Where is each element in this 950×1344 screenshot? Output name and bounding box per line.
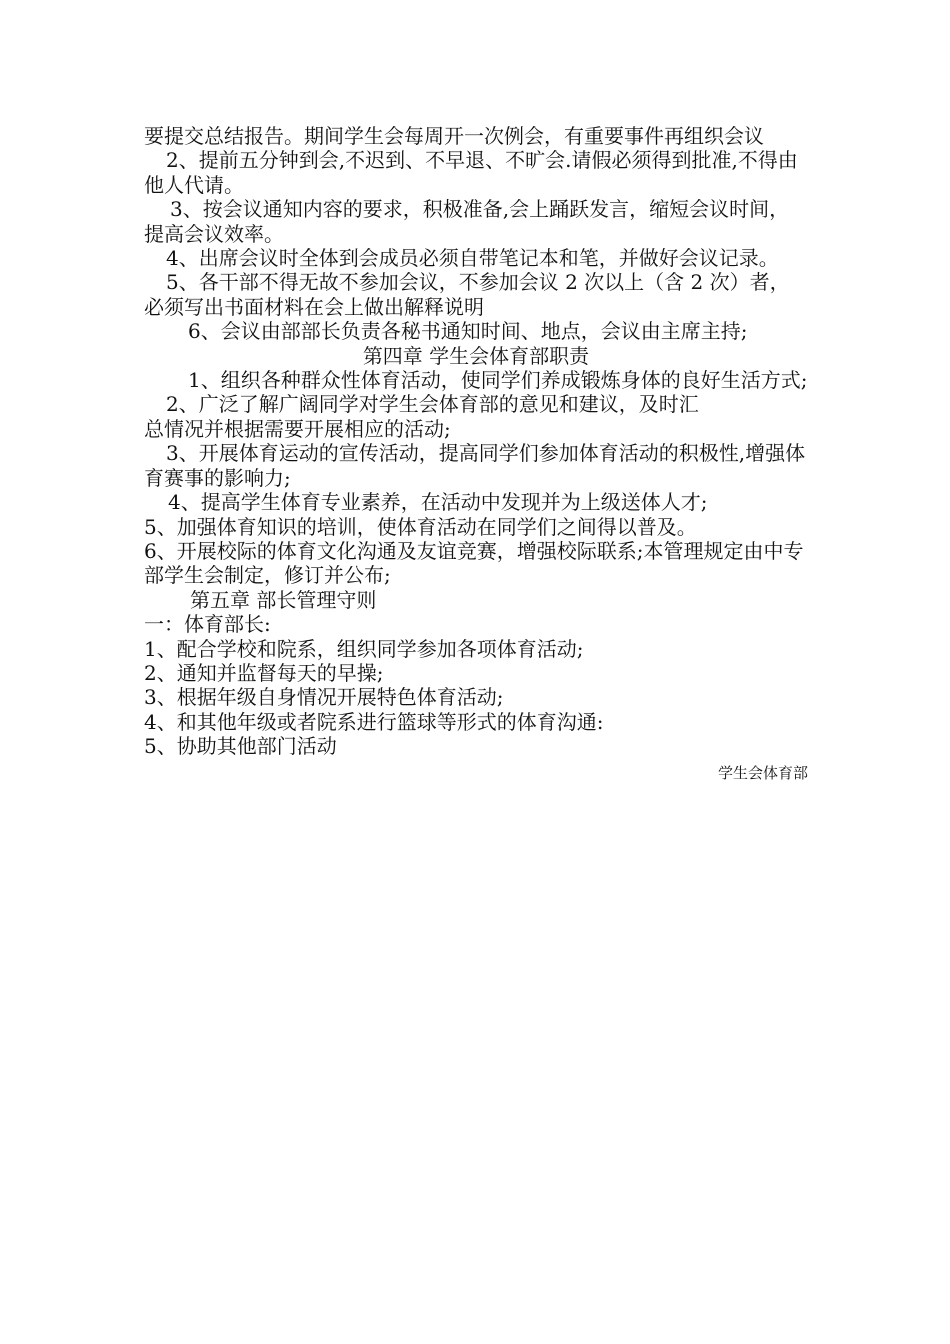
list-item-2: 2、通知并监督每天的早操;	[144, 660, 384, 685]
paragraph-duty-2-line-2: 总情况并根据需要开展相应的活动;	[144, 416, 451, 441]
paragraph-duty-2-line-1: 2、广泛了解广阔同学对学生会体育部的意见和建议，及时汇	[166, 392, 699, 417]
paragraph-duty-4: 4、提高学生体育专业素养，在活动中发现并为上级送体人才;	[168, 490, 708, 515]
list-item-5: 5、协助其他部门活动	[144, 734, 337, 759]
paragraph-rule-2: 2、提前五分钟到会,不迟到、不早退、不旷会.请假必须得到批准,不得由他人代请。	[144, 148, 798, 197]
paragraph-duty-5: 5、加强体育知识的培训，使体育活动在同学们之间得以普及。	[144, 514, 697, 539]
list-item-3: 3、根据年级自身情况开展特色体育活动;	[144, 685, 504, 710]
list-item-1: 1、配合学校和院系，组织同学参加各项体育活动;	[144, 636, 584, 661]
document-body	[144, 124, 808, 785]
paragraph-duty-6: 6、开展校际的体育文化沟通及友谊竞赛，增强校际联系;本管理规定由中专部学生会制定，修订并公布;	[144, 538, 804, 588]
paragraph-duty-3: 3、开展体育运动的宣传活动，提高同学们参加体育活动的积极性,增强体育赛事的影响力;	[144, 441, 806, 490]
chapter-5-heading: 第五章 部长管理守则	[190, 587, 377, 612]
paragraph-rule-6: 6、会议由部部长负责各秘书通知时间、地点，会议由主席主持;	[188, 319, 748, 344]
chapter-4-heading: 第四章 学生会体育部职责	[362, 343, 590, 368]
list-item-4: 4、和其他年级或者院系进行篮球等形式的体育沟通:	[144, 709, 604, 734]
paragraph-rule-5: 5、各干部不得无故不参加会议，不参加会议 2 次以上（含 2 次）者，必须写出书面材料在会上做出解释说明	[144, 270, 790, 319]
paragraph-rule-3: 3、按会议通知内容的要求，积极准备,会上踊跃发言，缩短会议时间，提高会议效率。	[144, 197, 790, 246]
paragraph-rule-4: 4、出席会议时全体到会成员必须自带笔记本和笔，并做好会议记录。	[166, 246, 779, 271]
paragraph-duty-1: 1、组织各种群众性体育活动，使同学们养成锻炼身体的良好生活方式;	[188, 368, 808, 393]
paragraph-meeting-summary: 要提交总结报告。期间学生会每周开一次例会，有重要事件再组织会议	[144, 124, 764, 148]
section-sports-minister: 一：体育部长:	[144, 612, 271, 637]
signature: 学生会体育部	[717, 763, 808, 782]
